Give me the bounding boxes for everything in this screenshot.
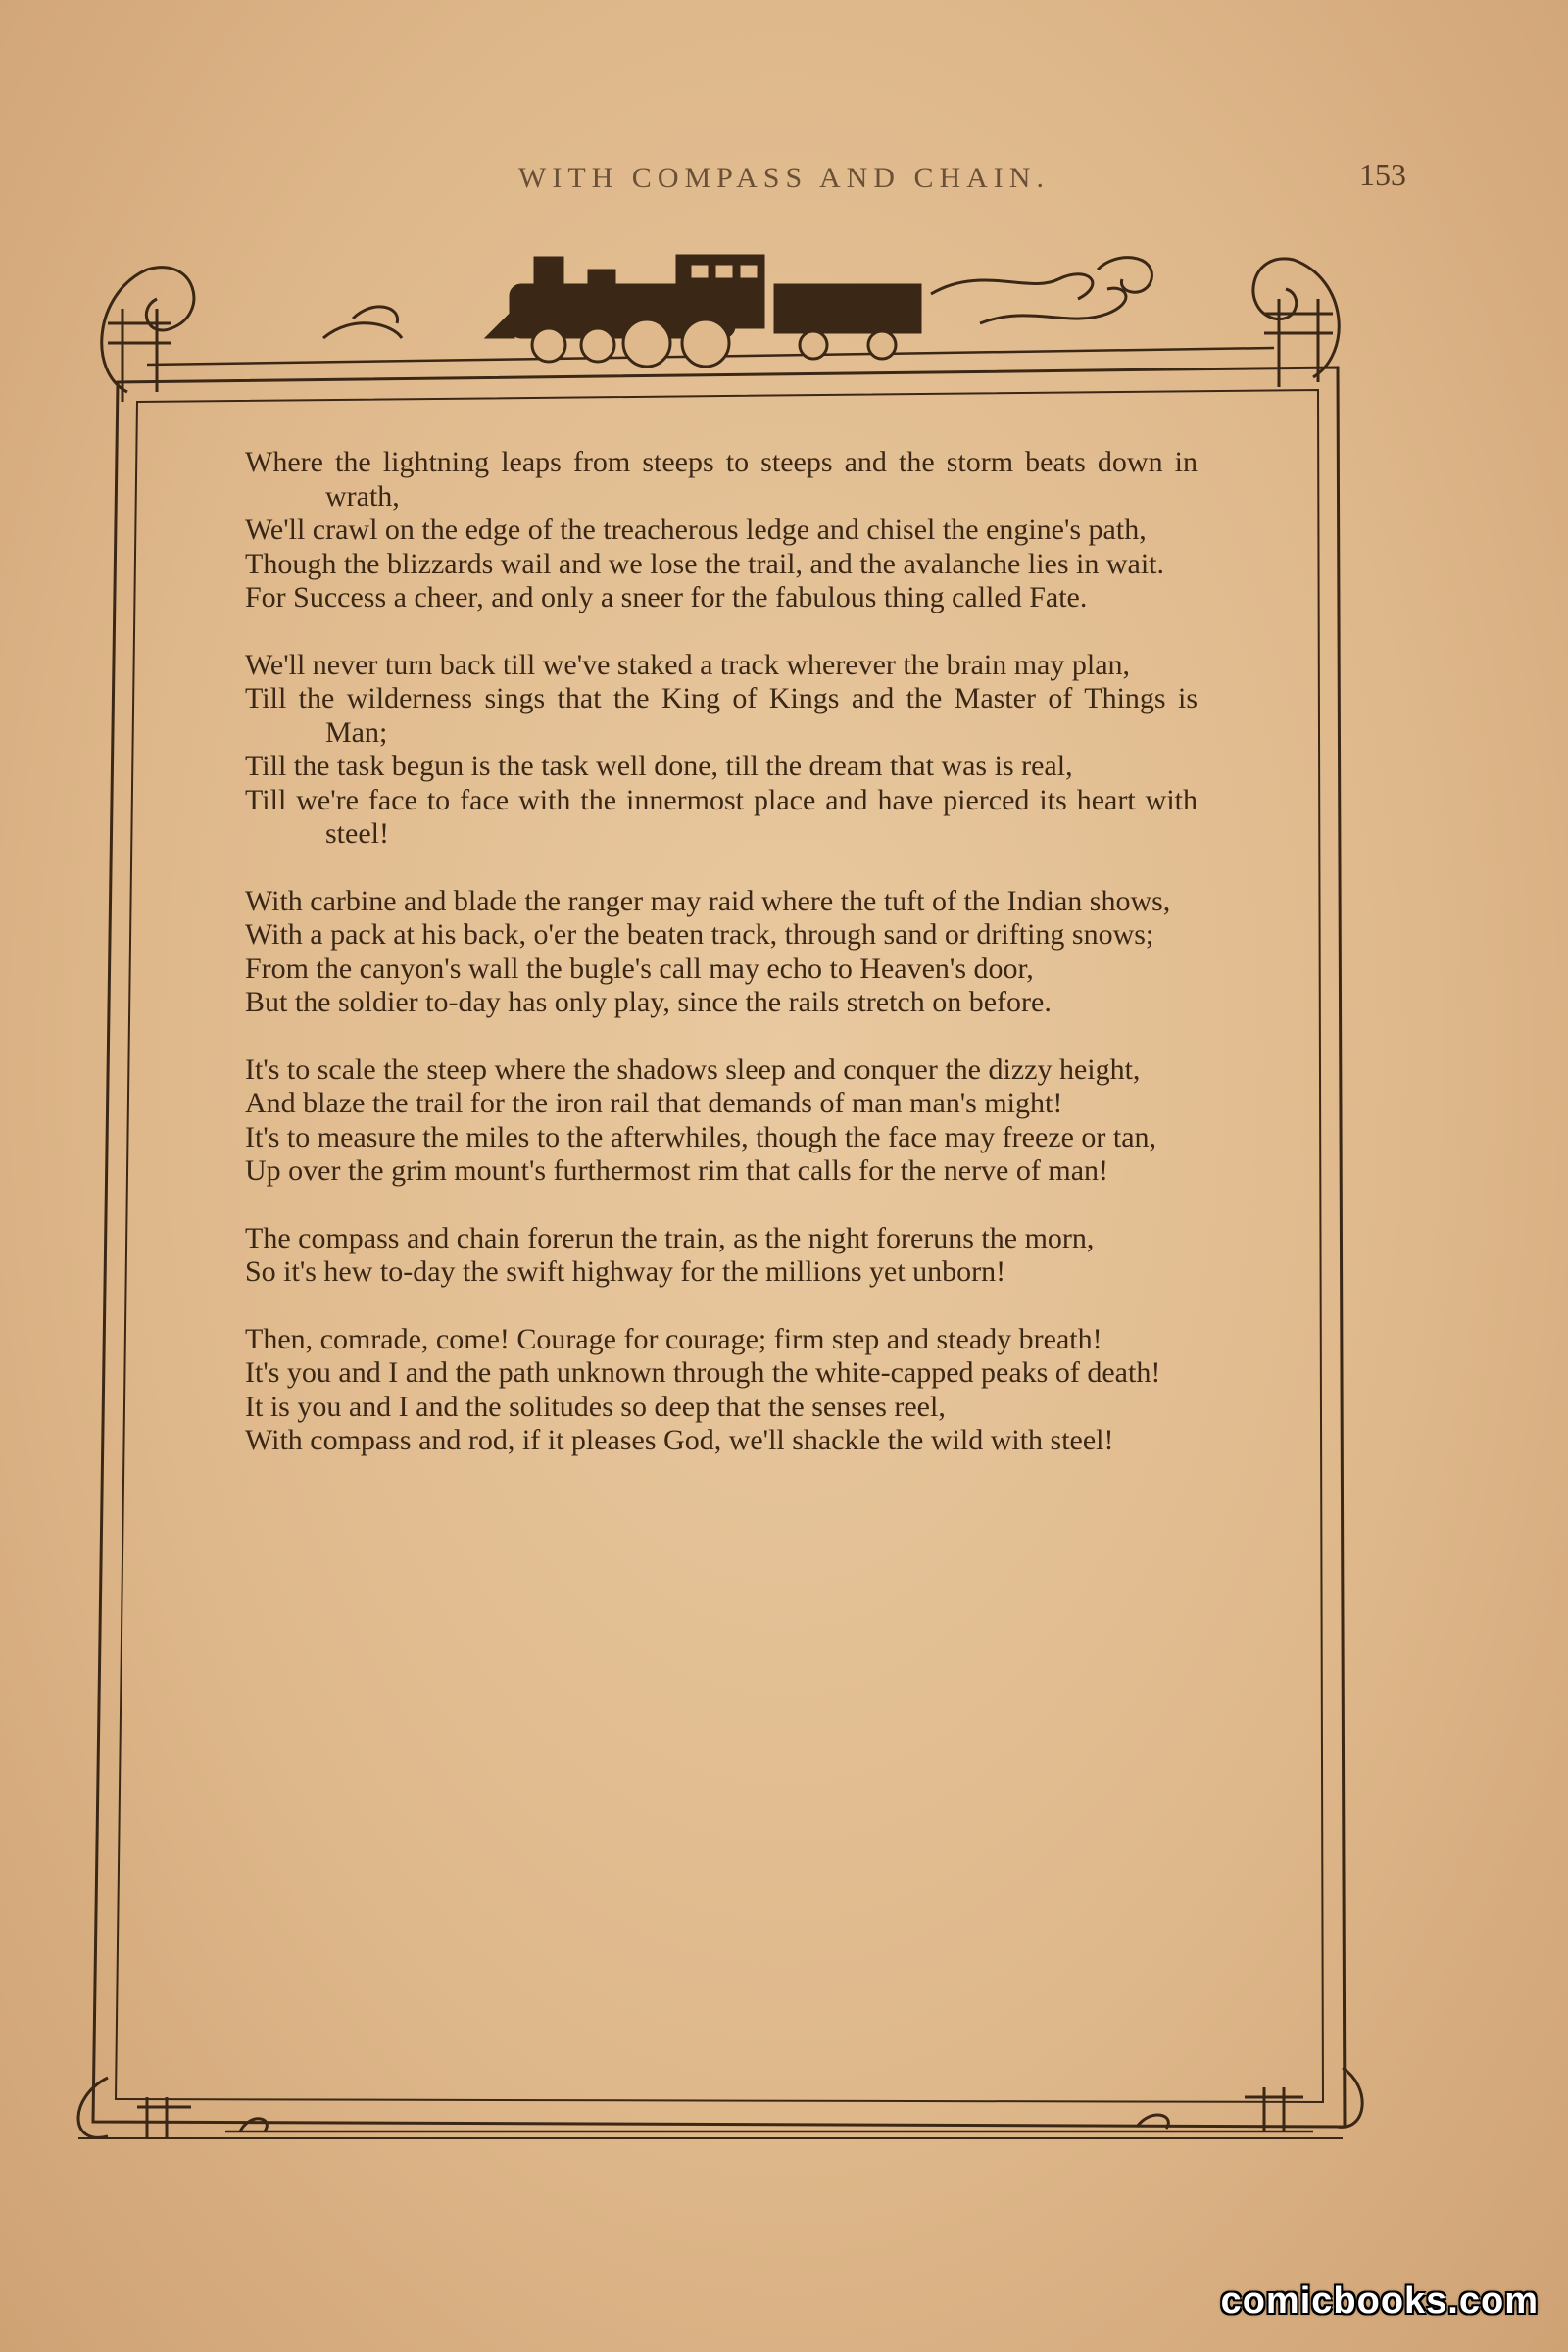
running-head: WITH COMPASS AND CHAIN. (518, 162, 1050, 194)
poem-line: It's you and I and the path unknown through the white-capped peaks of death! (245, 1356, 1161, 1389)
poem-line: With carbine and blade the ranger may raid where the tuft of the Indian shows, (245, 884, 1171, 917)
stanza (245, 1054, 1198, 1189)
poem-line: Though the blizzards wail and we lose the trail, and the avalanche lies in wait. (245, 547, 1165, 580)
stanza (245, 1323, 1198, 1458)
poem-line: For Success a cheer, and only a sneer for the fabulous thing called Fate. (245, 581, 1088, 613)
poem-line: With compass and rod, if it pleases God, we'll shackle the wild with steel! (245, 1424, 1114, 1456)
poem-line: With a pack at his back, o'er the beaten track, through sand or drifting snows; (245, 918, 1154, 951)
poem-line: The compass and chain forerun the train, as the night foreruns the morn, (245, 1221, 1095, 1254)
poem-line: We'll never turn back till we've staked a track wherever the brain may plan, (245, 648, 1131, 681)
stanza (245, 1222, 1198, 1290)
stanza (245, 649, 1198, 852)
locomotive-icon (485, 255, 921, 367)
stanza (245, 446, 1198, 615)
poem-line: Up over the grim mount's furthermost rim that calls for the nerve of man! (245, 1154, 1109, 1187)
poem-line: So it's hew to-day the swift highway for the millions yet unborn! (245, 1255, 1006, 1288)
poem-line: Till we're face to face with the innermost place and have pierced its heart with steel! (245, 783, 1198, 850)
poem-line: And blaze the trail for the iron rail that demands of man man's might! (245, 1087, 1063, 1119)
watermark: comicbooks.com (1220, 2280, 1539, 2322)
poem-line: From the canyon's wall the bugle's call may echo to Heaven's door, (245, 952, 1034, 985)
poem-line: We'll crawl on the edge of the treacherous ledge and chisel the engine's path, (245, 514, 1147, 546)
poem-line: Till the wilderness sings that the King of Kings and the Master of Things is Man; (245, 682, 1198, 749)
poem-line: It's to scale the steep where the shadows sleep and conquer the dizzy height, (245, 1053, 1141, 1086)
stanza (245, 885, 1198, 1020)
poem-line: Then, comrade, come! Courage for courage; firm step and steady breath! (245, 1322, 1102, 1355)
poem-line: It is you and I and the solitudes so deep that the senses reel, (245, 1390, 946, 1423)
page-number: 153 (1359, 157, 1406, 192)
smoke-icon (323, 258, 1152, 338)
poem-line: Where the lightning leaps from steeps to steeps and the storm beats down in wrath, (245, 446, 1198, 513)
poem (245, 446, 1198, 1492)
poem-line: It's to measure the miles to the afterwhiles, though the face may freeze or tan, (245, 1120, 1157, 1153)
poem-line: Till the task begun is the task well done, till the dream that was is real, (245, 750, 1073, 782)
poem-line: But the soldier to-day has only play, since the rails stretch on before. (245, 986, 1052, 1018)
